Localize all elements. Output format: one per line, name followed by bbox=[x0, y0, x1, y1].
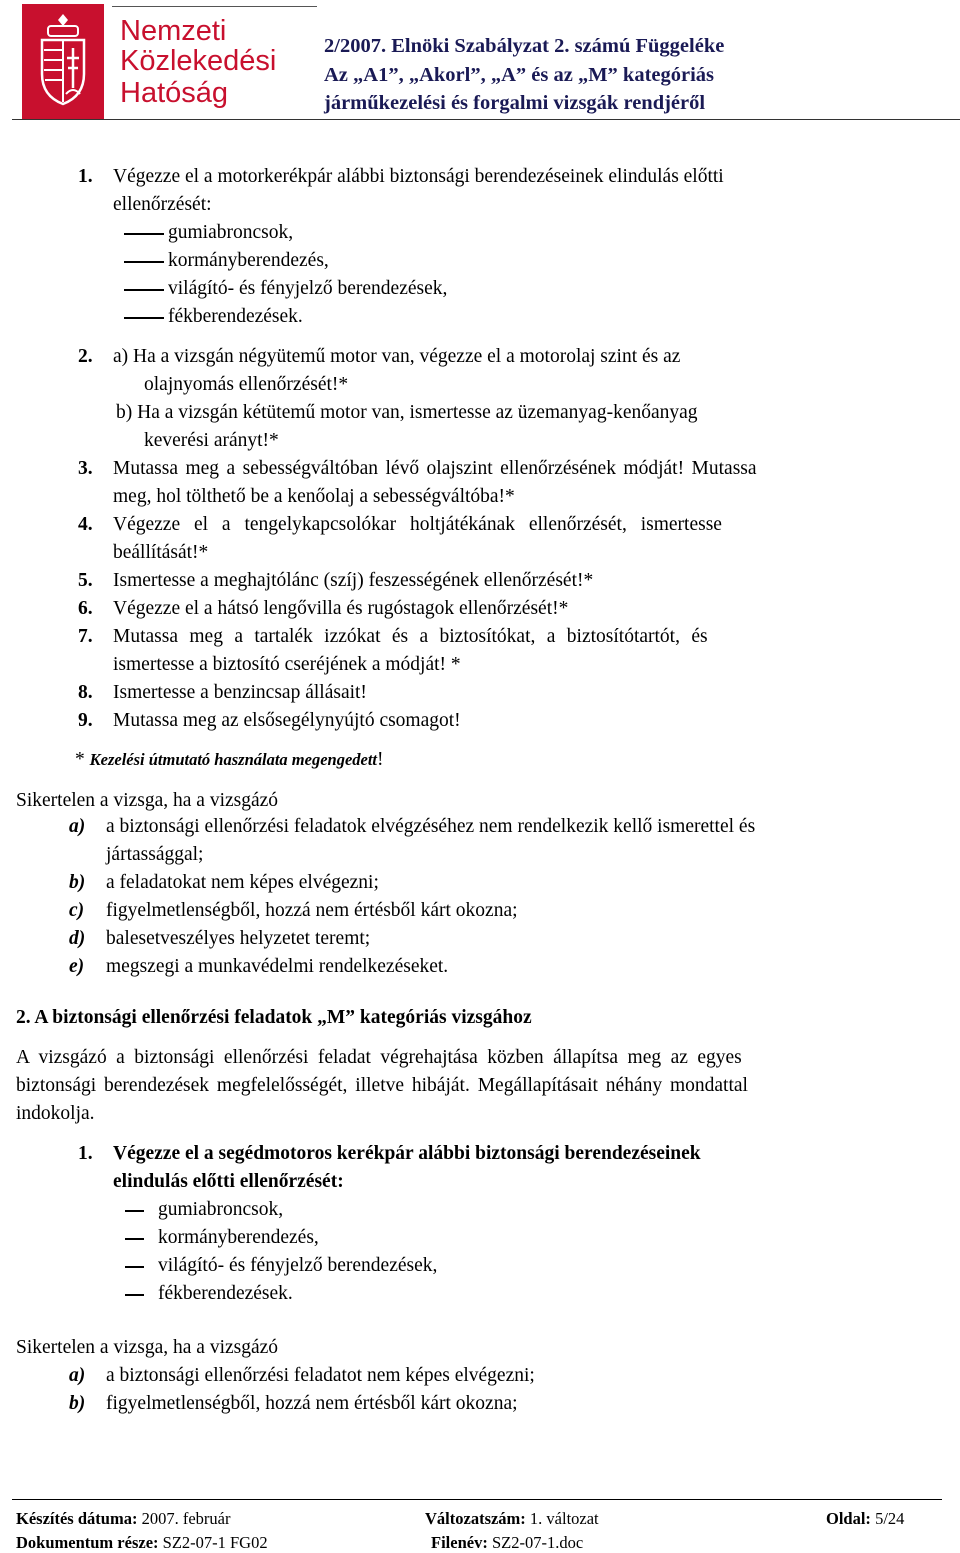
task-text: b) Ha a vizsgán kétütemű motor van, ismertesse az üzemanyag-kenőanyag bbox=[116, 402, 698, 423]
task-text: Mutassa meg a tartalék izzókat és a biztosítókat, a biztosítótartót, és bbox=[113, 626, 708, 647]
note-star: * bbox=[75, 749, 85, 770]
footer-date bbox=[16, 1509, 230, 1529]
task-text: ellenőrzését: bbox=[113, 194, 212, 215]
fail-letter: c) bbox=[69, 900, 85, 921]
header-title-line1: 2/2007. Elnöki Szabályzat 2. számú Függeléke bbox=[324, 35, 725, 57]
fail-letter: a) bbox=[69, 816, 86, 837]
footer-part-value: SZ2-07-1 FG02 bbox=[162, 1533, 268, 1552]
task-number: 5. bbox=[78, 570, 93, 591]
intro-text: indokolja. bbox=[16, 1103, 95, 1124]
task-text: Végezze el a motorkerékpár alábbi biztonsági berendezéseinek elindulás előtti bbox=[113, 166, 724, 187]
intro-text: biztonsági berendezések megfelelősségét, illetve hibáját. Megállapításait néhány mondattal bbox=[16, 1075, 748, 1096]
task-text: a) Ha a vizsgán négyütemű motor van, végezze el a motorolaj szint és az bbox=[113, 346, 681, 367]
fail-letter: b) bbox=[69, 1393, 86, 1414]
task-number: 6. bbox=[78, 598, 93, 619]
fail-heading: Sikertelen a vizsga, ha a vizsgázó bbox=[16, 1337, 279, 1358]
list-dash bbox=[124, 317, 164, 319]
checklist-item: gumiabroncsok, bbox=[158, 1199, 284, 1220]
footer-rule bbox=[12, 1499, 942, 1500]
task-text: Végezze el a tengelykapcsolókar holtjátékának ellenőrzését, ismertesse bbox=[113, 514, 722, 535]
footer-date-label: Készítés dátuma: bbox=[16, 1509, 138, 1528]
task-text: beállítását!* bbox=[113, 542, 209, 563]
task-number: 3. bbox=[78, 458, 93, 479]
task-number: 7. bbox=[78, 626, 93, 647]
checklist-item: kormányberendezés, bbox=[158, 1227, 319, 1248]
footer-version bbox=[425, 1509, 599, 1529]
checklist-item: kormányberendezés, bbox=[168, 250, 329, 271]
task-text: Ismertesse a benzincsap állásait! bbox=[113, 682, 367, 703]
task-text: Mutassa meg a sebességváltóban lévő olajszint ellenőrzésének módját! Mutassa bbox=[113, 458, 757, 479]
task-number: 4. bbox=[78, 514, 93, 535]
footer-page-value: 5/24 bbox=[875, 1509, 905, 1528]
footer-file-value: SZ2-07-1.doc bbox=[491, 1533, 584, 1552]
checklist-item: fékberendezések. bbox=[168, 306, 303, 327]
note-end: ! bbox=[377, 749, 384, 770]
footer-date-value: 2007. február bbox=[141, 1509, 231, 1528]
header-title-line3: járműkezelési és forgalmi vizsgák rendjéről bbox=[324, 92, 706, 114]
footer-version-label: Változatszám: bbox=[425, 1509, 526, 1528]
task-number: 1. bbox=[78, 1143, 93, 1164]
list-dash bbox=[125, 1238, 144, 1240]
task-text: elindulás előtti ellenőrzését: bbox=[113, 1171, 344, 1192]
note-text: Kezelési útmutató használata megengedett bbox=[89, 750, 378, 769]
checklist-item: fékberendezések. bbox=[158, 1283, 293, 1304]
footer-page bbox=[826, 1509, 904, 1529]
fail-text: figyelmetlenségből, hozzá nem értésből kárt okozna; bbox=[106, 900, 518, 921]
task-text: Mutassa meg az elsősegélynyújtó csomagot! bbox=[113, 710, 461, 731]
note bbox=[75, 748, 384, 772]
fail-letter: a) bbox=[69, 1365, 86, 1386]
footer-version-value: 1. változat bbox=[529, 1509, 599, 1528]
list-dash bbox=[124, 233, 164, 235]
task-text: Végezze el a hátsó lengővilla és rugóstagok ellenőrzését!* bbox=[113, 598, 569, 619]
checklist-item: világító- és fényjelző berendezések, bbox=[168, 278, 448, 299]
task-number: 1. bbox=[78, 166, 93, 187]
fail-heading: Sikertelen a vizsga, ha a vizsgázó bbox=[16, 790, 279, 811]
org-name-line3: Hatóság bbox=[120, 77, 229, 109]
footer-page-label: Oldal: bbox=[826, 1509, 871, 1528]
fail-letter: b) bbox=[69, 872, 86, 893]
footer-part-label: Dokumentum része: bbox=[16, 1533, 159, 1552]
list-dash bbox=[124, 261, 164, 263]
task-text: olajnyomás ellenőrzését!* bbox=[144, 374, 349, 395]
coat-of-arms-logo bbox=[22, 4, 104, 120]
footer-part bbox=[16, 1533, 268, 1553]
list-dash bbox=[125, 1294, 144, 1296]
section-heading: 2. A biztonsági ellenőrzési feladatok „M” kategóriás vizsgához bbox=[16, 1007, 532, 1028]
header-title-line2: Az „A1”, „Akorl”, „A” és az „M” kategóriás bbox=[324, 64, 715, 86]
checklist-item: világító- és fényjelző berendezések, bbox=[158, 1255, 438, 1276]
footer-file bbox=[431, 1533, 583, 1553]
shield-icon bbox=[22, 4, 104, 120]
fail-text: a feladatokat nem képes elvégezni; bbox=[106, 872, 379, 893]
task-text: Végezze el a segédmotoros kerékpár alábbi biztonsági berendezéseinek bbox=[113, 1143, 701, 1164]
fail-text: megszegi a munkavédelmi rendelkezéseket. bbox=[106, 956, 449, 977]
list-dash bbox=[125, 1210, 144, 1212]
list-dash bbox=[125, 1266, 144, 1268]
task-text: ismertesse a biztosító cseréjének a módját! * bbox=[113, 654, 461, 675]
task-text: meg, hol tölthető be a kenőolaj a sebességváltóba!* bbox=[113, 486, 515, 507]
task-number: 8. bbox=[78, 682, 93, 703]
list-dash bbox=[124, 289, 164, 291]
task-number: 2. bbox=[78, 346, 93, 367]
fail-text: jártassággal; bbox=[106, 844, 204, 865]
org-name-line2: Közlekedési bbox=[120, 45, 277, 77]
fail-text: balesetveszélyes helyzetet teremt; bbox=[106, 928, 371, 949]
header-top-line bbox=[112, 6, 317, 7]
checklist-item: gumiabroncsok, bbox=[168, 222, 294, 243]
fail-text: figyelmetlenségből, hozzá nem értésből kárt okozna; bbox=[106, 1393, 518, 1414]
fail-letter: d) bbox=[69, 928, 86, 949]
fail-letter: e) bbox=[69, 956, 85, 977]
task-number: 9. bbox=[78, 710, 93, 731]
fail-text: a biztonsági ellenőrzési feladatot nem képes elvégezni; bbox=[106, 1365, 535, 1386]
intro-text: A vizsgázó a biztonsági ellenőrzési feladat végrehajtása közben állapítsa meg az egyes bbox=[16, 1047, 742, 1068]
footer-file-label: Filenév: bbox=[431, 1533, 488, 1552]
org-name-line1: Nemzeti bbox=[120, 15, 227, 47]
task-text: Ismertesse a meghajtólánc (szíj) feszességének ellenőrzését!* bbox=[113, 570, 594, 591]
task-text: keverési arányt!* bbox=[144, 430, 279, 451]
fail-text: a biztonsági ellenőrzési feladatok elvégzéséhez nem rendelkezik kellő ismerettel és bbox=[106, 816, 756, 837]
header-rule bbox=[12, 119, 960, 120]
